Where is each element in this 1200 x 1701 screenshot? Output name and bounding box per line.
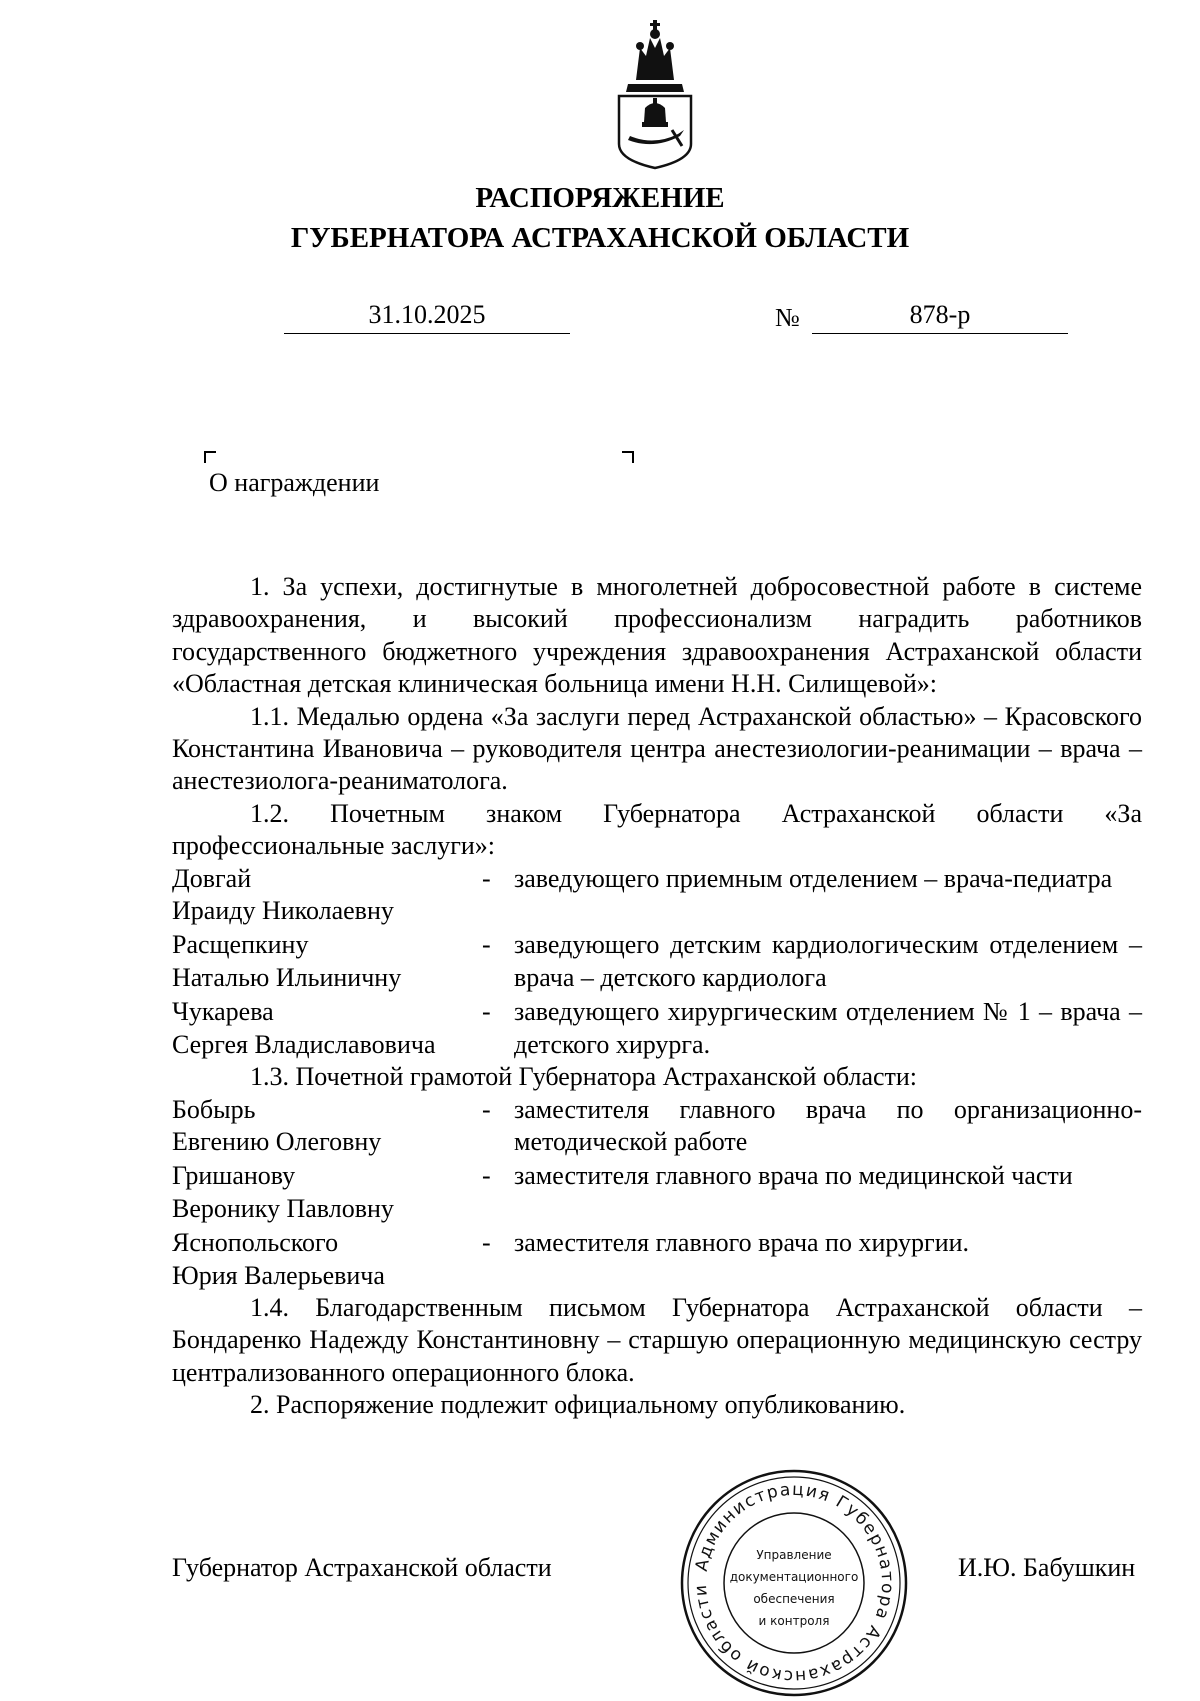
- award-list-row: [172, 1160, 1142, 1225]
- list-dash: -: [482, 930, 491, 960]
- award-list-row: [172, 1094, 1142, 1159]
- paragraph-2: 2. Распоряжение подлежит официальному опубликованию.: [250, 1390, 906, 1420]
- list-dash: -: [482, 1094, 491, 1124]
- list-dash: -: [482, 1161, 491, 1191]
- official-stamp: [676, 1465, 912, 1701]
- document-number: 878-р: [812, 297, 1068, 334]
- coat-of-arms-icon: [614, 18, 696, 170]
- awardee-position: заместителя главного врача по медицинской части: [514, 1161, 1073, 1191]
- subject-corner-left: [204, 451, 216, 463]
- stamp-center-line-2: документационного: [729, 1570, 859, 1584]
- award-list-row: [172, 929, 1142, 994]
- document-date: 31.10.2025: [284, 297, 570, 334]
- awardee-name: Чукарева Сергея Владиславовича: [172, 997, 436, 1059]
- document-subject: О награждении: [209, 468, 380, 497]
- awardee-position: заведующего детским кардиологическим отделением – врача – детского кардиолога: [514, 930, 1142, 992]
- issuer-title: ГУБЕРНАТОРА АСТРАХАНСКОЙ ОБЛАСТИ: [290, 222, 910, 254]
- subject-corner-right: [622, 451, 634, 463]
- stamp-center-line-1: Управление: [756, 1548, 832, 1562]
- list-dash: -: [482, 997, 491, 1027]
- stamp-center-line-3: обеспечения: [753, 1592, 835, 1606]
- awardee-name: Расщепкину Наталью Ильиничну: [172, 930, 402, 992]
- paragraph-1-4: 1.4. Благодарственным письмом Губернатора Астраханской области – Бондаренко Надежду Константиновну – старшую операционную медицинскую сестру централизованного операционного блока.: [172, 1292, 1142, 1387]
- list-dash: -: [482, 1228, 491, 1258]
- awardee-position: заведующего приемным отделением – врача-педиатра: [514, 863, 1113, 893]
- signatory-name: И.Ю. Бабушкин: [958, 1553, 1136, 1582]
- list-dash: -: [482, 863, 491, 893]
- signatory-position: Губернатор Астраханской области: [172, 1553, 552, 1582]
- awardee-position: заведующего хирургическим отделением № 1 – врача – детского хирурга.: [514, 997, 1142, 1059]
- document-body: [172, 571, 1142, 1422]
- award-list-row: [172, 996, 1142, 1061]
- awardee-position: заместителя главного врача по организационно-методической работе: [514, 1094, 1142, 1156]
- stamp-center-line-4: и контроля: [758, 1614, 830, 1628]
- awardee-name: Яснопольского Юрия Валерьевича: [172, 1228, 385, 1290]
- paragraph-1-2: 1.2. Почетным знаком Губернатора Астраханской области «За профессиональные заслуги»:: [172, 798, 1142, 861]
- award-list-row: [172, 863, 1142, 928]
- number-sign: №: [775, 303, 800, 332]
- award-list-row: [172, 1227, 1142, 1292]
- paragraph-1: 1. За успехи, достигнутые в многолетней добросовестной работе в системе здравоохранения, и высокий профессионализм наградить работников государственного бюджетного учреждения здравоохранения Астраханской области «Областная детская клиническая больница имени Н.Н. Силищевой»:: [172, 572, 1142, 699]
- awardee-name: Гришанову Веронику Павловну: [172, 1161, 394, 1223]
- awardee-name: Довгай Ираиду Николаевну: [172, 863, 394, 926]
- stamp-ring-text: Администрация Губернатора Астраханской области: [690, 1479, 898, 1687]
- awardee-position: заместителя главного врача по хирургии.: [514, 1228, 970, 1258]
- paragraph-1-1: 1.1. Медалью ордена «За заслуги перед Астраханской областью» – Красовского Константина Ивановича – руководителя центра анестезиологии-реанимации – врача – анестезиолога-реаниматолога.: [172, 701, 1142, 796]
- paragraph-1-3: 1.3. Почетной грамотой Губернатора Астраханской области:: [250, 1062, 918, 1092]
- awardee-name: Бобырь Евгению Олеговну: [172, 1094, 382, 1156]
- document-type-title: РАСПОРЯЖЕНИЕ: [475, 182, 725, 214]
